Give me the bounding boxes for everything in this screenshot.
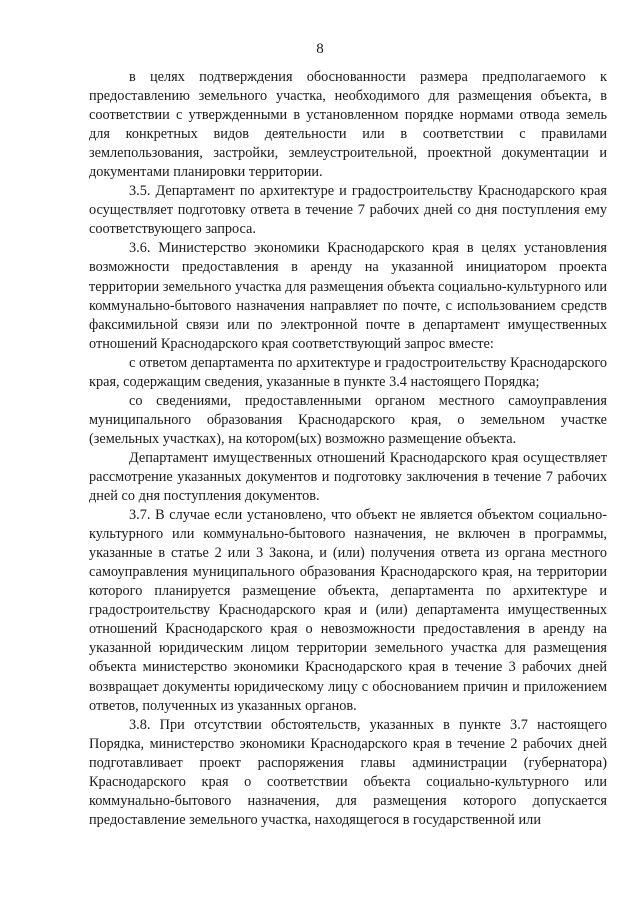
document-body [89,68,607,830]
paragraph-3-6: 3.6. Министерство экономики Краснодарского края в целях установления возможности предоставления в аренду на указанной инициатором проекта территории земельного участка для размещения объекта социально-культурного или коммунально-бытового назначения направляет по почте, с использованием средств факсимильной связи или по электронной почте в департамент имущественных отношений Краснодарского края соответствующий запрос вместе: [89,240,607,352]
page-number: 8 [316,41,324,57]
paragraph-3-8: 3.8. При отсутствии обстоятельств, указанных в пункте 3.7 настоящего Порядка, министерство экономики Краснодарского края в течение 2 рабочих дней подготавливает проект распоряжения главы администрации (губернатора) Краснодарского края о соответствии объекта социально-культурного или коммунально-бытового назначения, для размещения которого допускается предоставление земельного участка, находящегося в государственной или [89,716,607,828]
paragraph-3-6-item-municipal: со сведениями, предоставленными органом местного самоуправления муниципального образования Краснодарского края, о земельном участке (земельных участках), на котором(ых) возможно размещение объекта. [89,392,607,447]
paragraph-3-6-conclusion: Департамент имущественных отношений Краснодарского края осуществляет рассмотрение указанных документов и подготовку заключения в течение 7 рабочих дней со дня поступления документов. [89,449,607,505]
paragraph-3-7: 3.7. В случае если установлено, что объект не является объектом социально-культурного или коммунально-бытового назначения, не включен в программы, указанные в статье 2 или 3 Закона, и (или) получения ответа из органа местного самоуправления муниципального образования Краснодарского края, на территории которого планируется размещение объекта, департамента по архитектуре и градостроительству Краснодарского края и (или) департамента имущественных отношений Краснодарского края о невозможности предоставления в аренду на указанной юридическим лицом территории земельного участка для размещения объекта министерство экономики Краснодарского края в течение 3 рабочих дней возвращает документы юридическому лицу с обоснованием причин и приложением ответов, полученных из указанных органов. [89,507,607,714]
paragraph-3-5: 3.5. Департамент по архитектуре и градостроительству Краснодарского края осуществляет подготовку ответа в течение 7 рабочих дней со дня поступления ему соответствующего запроса. [89,183,607,238]
paragraph-continuation: в целях подтверждения обоснованности размера предполагаемого к предоставлению земельного участка, необходимого для размещения объекта, в соответствии с утвержденными в установленном порядке нормами отвода земель для конкретных видов деятельности или в соответствии с правилами землепользования, застройки, землеустроительной, проектной документации и документами планировки территории. [89,69,607,181]
paragraph-3-6-item-architecture: с ответом департамента по архитектуре и градостроительству Краснодарского края, содержащим сведения, указанные в пункте 3.4 настоящего Порядка; [89,354,607,390]
